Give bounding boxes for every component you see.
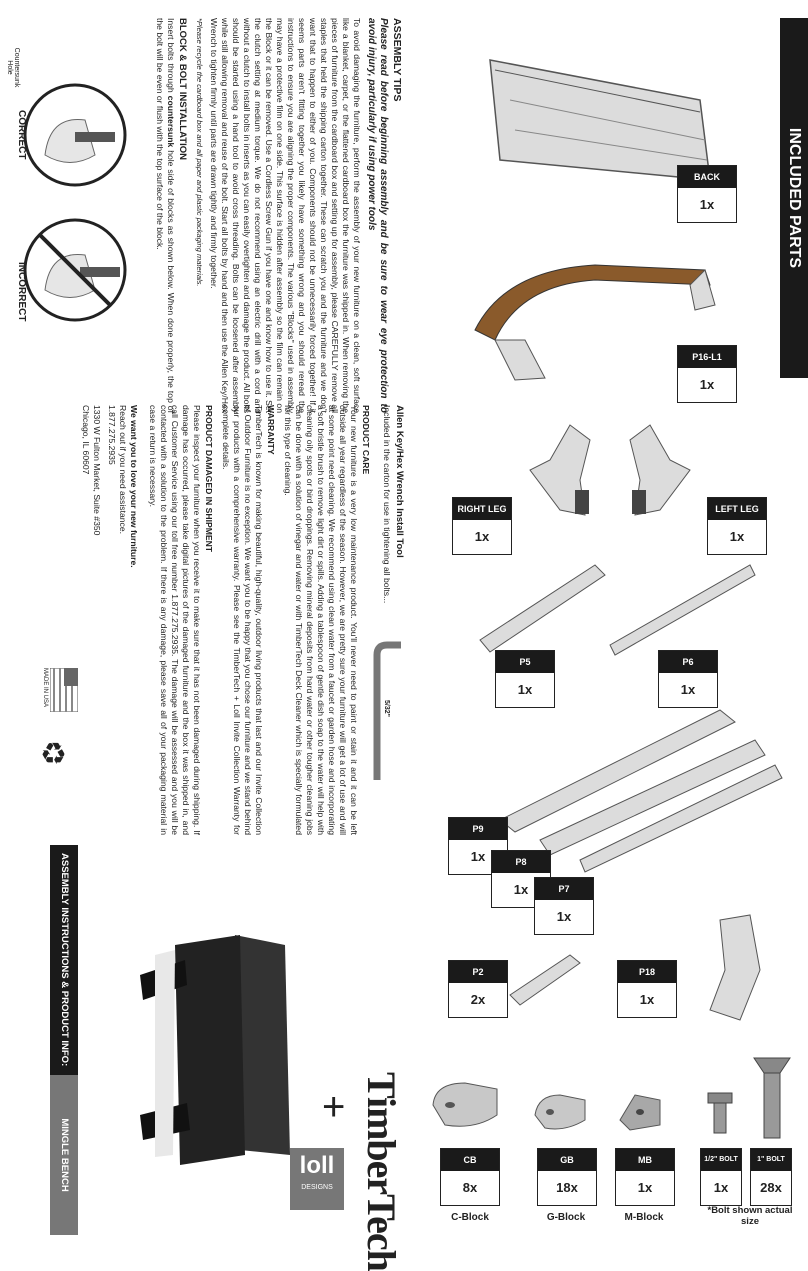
assembly-tips-warning: Please read before beginning assembly and be sure to wear eye protection to avoid injury, particularly if using power tools bbox=[366, 18, 389, 413]
m-block-caption: M-Block bbox=[624, 1212, 664, 1223]
damaged-body: Please inspect your furniture when you receive it to make sure that it has not been damaged during shipping. If damage has occurred, please take digital pictures of the damaged furniture and the box it was shipped in, and call Customer Service using our toll free number 1.877.275.2935. The damage will be assessed and you will be contacted with a solution to the problem. If there is any damage, please save all of your packaging material in case a return is necessary. bbox=[148, 405, 202, 835]
timbertech-logo: TimberTech bbox=[359, 1072, 404, 1271]
incorrect-diagram bbox=[20, 215, 130, 325]
part-p6-image bbox=[600, 560, 760, 660]
hardware-label-half-bolt: 1/2" BOLT 1x bbox=[700, 1148, 742, 1206]
wrench-size-label: 5/32" bbox=[383, 700, 390, 717]
recycle-note: *Please recycle the cardboard box and all paper and plastic packaging materials. bbox=[195, 18, 204, 287]
hardware-label-one-bolt: 1" BOLT 28x bbox=[750, 1148, 792, 1206]
damaged-title: PRODUCT DAMAGED IN SHIPMENT bbox=[204, 405, 214, 553]
part-label-right-leg: RIGHT LEG 1x bbox=[452, 497, 512, 555]
footer-product: MINGLE BENCH bbox=[59, 1118, 70, 1192]
hardware-label-gb: GB 18x bbox=[537, 1148, 597, 1206]
hardware-label-cb: CB 8x bbox=[440, 1148, 500, 1206]
product-care-title: PRODUCT CARE bbox=[361, 405, 371, 475]
part-label-p2: P2 2x bbox=[448, 960, 508, 1018]
wrench-subtitle: Included in the carton for use in tightening all bolts... bbox=[382, 405, 392, 604]
part-p2-image bbox=[500, 945, 585, 1010]
recycle-icon: ♻ bbox=[40, 738, 67, 771]
footer-product-bar bbox=[50, 1075, 78, 1235]
made-in-usa-label: MADE IN USA bbox=[42, 668, 48, 708]
part-label-p16-l1: P16-L1 1x bbox=[677, 345, 737, 403]
assembly-tips-title: ASSEMBLY TIPS bbox=[391, 18, 403, 102]
part-label-p7: P7 1x bbox=[534, 877, 594, 935]
assembly-tips-section bbox=[154, 18, 402, 413]
phone-text: 1.877.275.2935 bbox=[107, 405, 117, 465]
part-p18-image bbox=[680, 910, 780, 1030]
footer-label: ASSEMBLY INSTRUCTIONS & PRODUCT INFO: bbox=[59, 853, 70, 1067]
countersunk-hole-label: Countersunk Hole bbox=[6, 47, 20, 88]
block-bolt-body: Insert bolts through countersunk hole side of blocks as shown below. When done properly, the top of the bolt will be even or flush with the top surface of the block. bbox=[155, 18, 176, 413]
assembly-tips-body: To avoid damaging the furniture, perform the assembly of your new furniture on a clean, soft surface like a blanket, carpet, or the flattened cardboard box the furniture was shipped in. When removing the pieces of furniture from the cardboard box and setting up for assembly, please CAREFULLY remove all staples that held the shipping carton together. These can scratch you and the furniture and we don't want that to happen to either of you. Components should not be unnecessarily forced together! If it seems parts aren't fitting together you likely have something wrong and you should reread the instructions to ensure you are aligning the proper components. The various "Blocks" used in assembly may have a protective film on one side. This surface is hidden after assembly so the film can remain on the Block or it can be removed. Use a Cordless Screw Gun if you have one and know how to use it. Set the clutch setting at medium torque. We do not recommend using an electric drill with a cord and without a clutch to install bolts in inserts as you can easily overtighten and damage the product. All bolts should be started using a hand tool to avoid cross threading. Bolts can be loosened after assembly while still allowing removal and reuse of the bolt. Start all bolts by hand and then use the Allen Key/Hex Wrench to tighten firmly until parts are drawn tightly and firmly together. bbox=[209, 18, 362, 413]
one-inch-bolt-image bbox=[752, 1055, 792, 1140]
g-block-caption: G-Block bbox=[546, 1212, 586, 1223]
g-block-image bbox=[530, 1090, 590, 1135]
included-parts-header: INCLUDED PARTS bbox=[780, 18, 808, 378]
us-flag-icon bbox=[50, 668, 78, 712]
part-label-left-leg: LEFT LEG 1x bbox=[707, 497, 767, 555]
block-bolt-title: BLOCK & BOLT INSTALLATION bbox=[177, 18, 188, 160]
bolt-note: *Bolt shown actual size bbox=[707, 1205, 793, 1227]
part-left-leg-image bbox=[620, 420, 700, 520]
incorrect-label: INCORRECT bbox=[16, 262, 27, 322]
part-label-p5: P5 1x bbox=[495, 650, 555, 708]
part-p5-image bbox=[470, 560, 610, 660]
correct-diagram bbox=[20, 80, 130, 190]
reach-text: Reach out if you need assistance. bbox=[118, 405, 128, 534]
half-inch-bolt-image bbox=[705, 1090, 735, 1135]
love-text: We want you to love your new furniture. bbox=[129, 405, 139, 568]
correct-label: CORRECT bbox=[16, 110, 27, 160]
m-block-image bbox=[615, 1090, 665, 1135]
address-line-2: Chicago, IL 60607 bbox=[81, 405, 91, 475]
address-line-1: 1330 W Fulton Market, Suite #350 bbox=[92, 405, 102, 536]
part-label-p9: P9 1x bbox=[448, 817, 508, 875]
brand-plus: + bbox=[322, 1085, 346, 1129]
product-info-section bbox=[80, 405, 405, 835]
part-label-back: BACK 1x bbox=[677, 165, 737, 223]
warranty-body: TimberTech is known for making beautiful, high-quality, outdoor living products that last and our Invite Collection of Outdoor Furniture is no exception. We want you to be happy that you chose our furniture and we stand behind our products with a comprehensive warranty. Please see the TimberTech + Loll Invite Collection Warranty for complete details. bbox=[221, 405, 264, 835]
hardware-label-mb: MB 1x bbox=[615, 1148, 675, 1206]
c-block-caption: C-Block bbox=[451, 1212, 489, 1223]
part-label-p8: P8 1x bbox=[491, 850, 551, 908]
part-label-p6: P6 1x bbox=[658, 650, 718, 708]
wrench-title: Allen Key/Hex Wrench Install Tool bbox=[394, 405, 405, 558]
c-block-image bbox=[425, 1075, 505, 1135]
warranty-title: WARRANTY bbox=[266, 405, 276, 455]
part-label-p18: P18 1x bbox=[617, 960, 677, 1018]
product-care-body: Your new furniture is a very low maintenance product. You'll never need to paint or stain it and it can be left outside all year regardless of the season. However, we are pretty sure your furniture will get a lot of use and will at some point need cleaning. We recommend using clean water from a faucet or garden hose and incorporating a soft bristle brush to remove light dirt or spills. Adding a tablespoon of gentle dish soap to the water will help with cleaning oily spots or bird droppings. Removing mineral deposits from hard water or other tougher cleaning jobs can be done with a solution of vinegar and water or with TimberTech Deck Cleaner which is specially formulated for this type of cleaning. bbox=[283, 405, 359, 835]
bench-photo bbox=[115, 925, 305, 1170]
part-right-leg-image bbox=[520, 420, 600, 520]
loll-logo: loll DESIGNS bbox=[290, 1148, 344, 1210]
